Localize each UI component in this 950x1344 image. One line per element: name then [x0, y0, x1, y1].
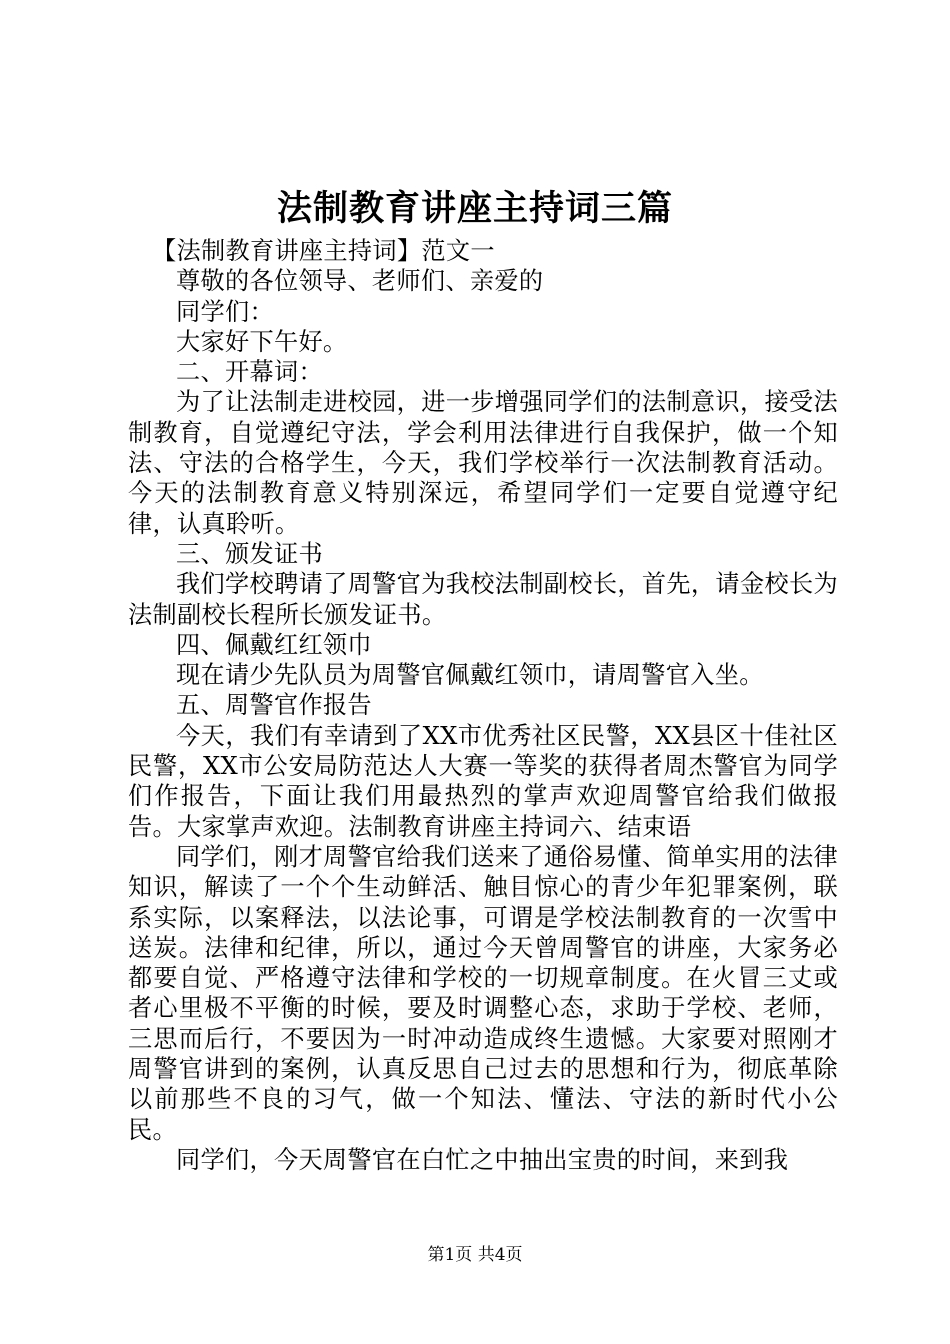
page-footer: 第1页 共4页 [427, 1245, 523, 1265]
paragraph: 三、颁发证书 [176, 539, 323, 568]
document-body [128, 236, 838, 1175]
paragraph: 同学们，今天周警官在白忙之中抽出宝贵的时间，来到我 [176, 1145, 789, 1174]
paragraph: 二、开幕词： [176, 358, 323, 387]
paragraph-heading: 【法制教育讲座主持词】范文一 [152, 237, 495, 265]
paragraph: 同学们： [176, 297, 274, 326]
paragraph: 现在请少先队员为周警官佩戴红领巾，请周警官入坐。 [176, 661, 764, 690]
paragraph: 为了让法制走进校园，进一步增强同学们的法制意识，接受法制教育，自觉遵纪守法，学会利用法律进行自我保护，做一个知法、守法的合格学生，今天，我们学校举行一次法制教育活动。今天的法制教育意义特别深远，希望同学们一定要自觉遵守纪律，认真聆听。 [128, 388, 838, 538]
paragraph: 今天，我们有幸请到了XX市优秀社区民警，XX县区十佳社区民警，XX市公安局防范达人大赛一等奖的获得者周杰警官为同学们作报告，下面让我们用最热烈的掌声欢迎周警官给我们做报告。大家掌声欢迎。法制教育讲座主持词六、结束语 [128, 721, 838, 841]
paragraph: 尊敬的各位领导、老师们、亲爱的 [176, 267, 544, 296]
paragraph: 同学们，刚才周警官给我们送来了通俗易懂、简单实用的法律知识，解读了一个个生动鲜活、触目惊心的青少年犯罪案例，联系实际，以案释法，以法论事，可谓是学校法制教育的一次雪中送炭。法律和纪律，所以，通过今天曾周警官的讲座，大家务必都要自觉、严格遵守法律和学校的一切规章制度。在火冒三丈或者心里极不平衡的时候，要及时调整心态，求助于学校、老师，三思而后行，不要因为一时冲动造成终生遗憾。大家要对照刚才周警官讲到的案例，认真反思自己过去的思想和行为，彻底革除以前那些不良的习气，做一个知法、懂法、守法的新时代小公民。 [128, 842, 838, 1144]
paragraph: 我们学校聘请了周警官为我校法制副校长，首先，请金校长为法制副校长程所长颁发证书。 [128, 570, 838, 629]
paragraph: 四、佩戴红红领巾 [176, 630, 372, 659]
paragraph: 五、周警官作报告 [176, 691, 372, 720]
document-title: 法制教育讲座主持词三篇 [276, 188, 673, 229]
paragraph: 大家好下午好。 [176, 327, 348, 356]
